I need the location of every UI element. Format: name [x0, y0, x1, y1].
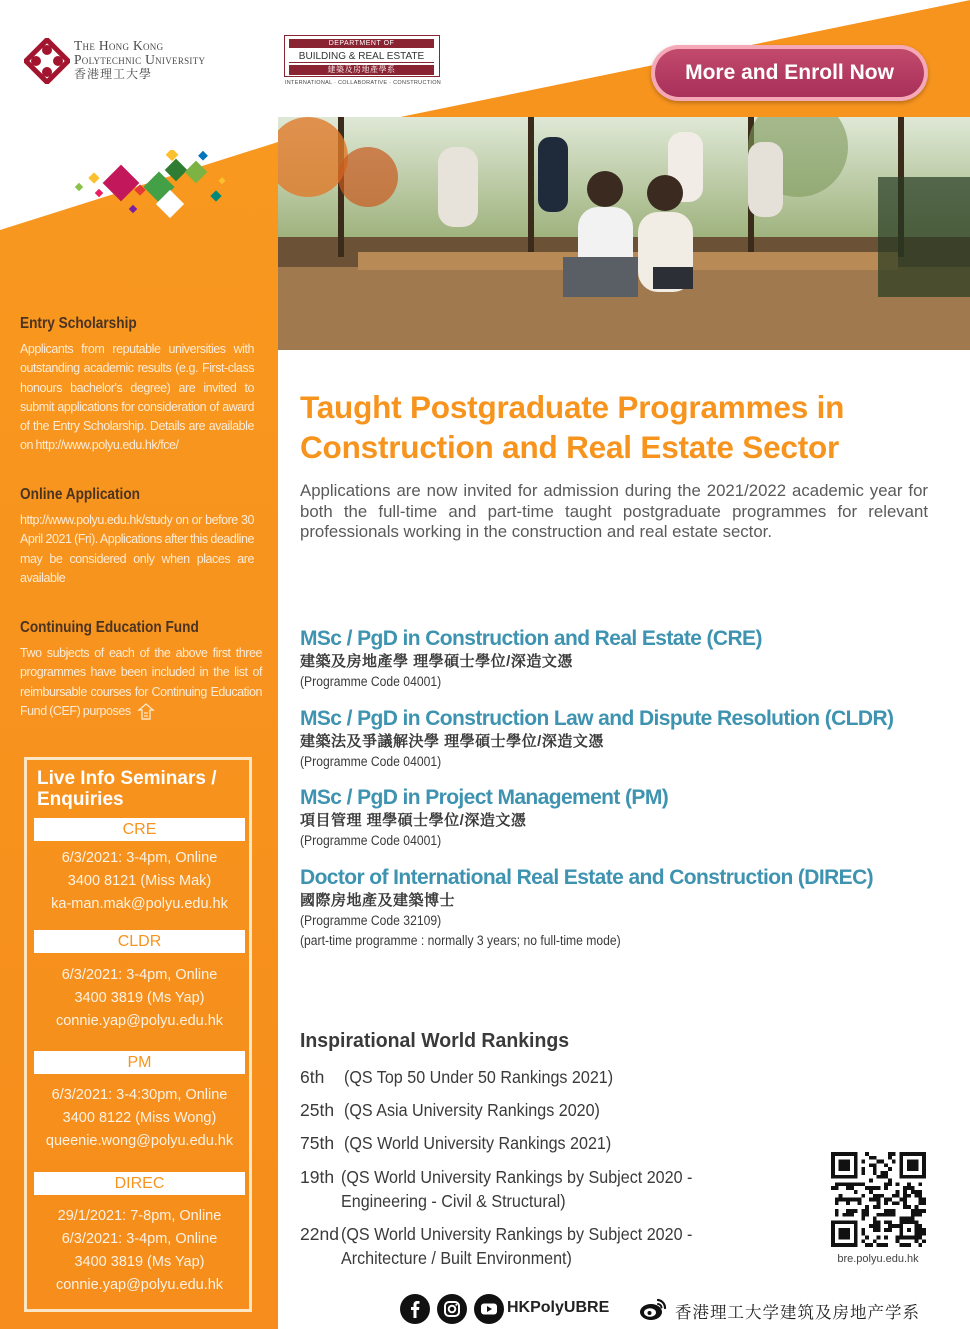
department-tagline: INTERNATIONAL · COLLABORATIVE · CONSTRUCTION [284, 80, 442, 86]
social-handle[interactable]: HKPolyUBRE [507, 1299, 610, 1316]
programme-code: (Programme Code 32109) [300, 913, 442, 928]
department-top-label: DEPARTMENT OF [289, 39, 434, 48]
seminar-date: 6/3/2021: 3-4pm, Online [61, 967, 218, 983]
rankings-title: Inspirational World Rankings [300, 1029, 570, 1052]
university-name-line2: Polytechnic University [74, 52, 206, 67]
cafe-scene-image [278, 117, 970, 350]
social-footer [400, 1294, 940, 1326]
qr-url[interactable]: bre.polyu.edu.hk [837, 1253, 919, 1265]
programme-pm [300, 785, 940, 851]
live-info-title: Live Info Seminars / Enquiries [37, 768, 217, 810]
ranking-position: 75th [300, 1133, 335, 1153]
seminar-phone: 3400 8121 (Miss Mak) [67, 873, 212, 889]
ranking-description: (QS World University Rankings by Subject 2020 - [341, 1167, 693, 1187]
ranking-description: (QS World University Rankings by Subject 2020 - [341, 1224, 693, 1244]
entry-scholarship-text: Applicants from reputable universities with outstanding academic results (e.g. First-class honours bachelor's degree) are invited to submit applications for consideration of award of the Entry Scholarship. Details are available on http://www.polyu.edu.hk/fce/ [20, 342, 254, 453]
intro-paragraph: Applications are now invited for admission during the 2021/2022 academic year for both the full-time and part-time taught postgraduate programmes for relevant professionals working in the construction and real estate sector. [300, 481, 928, 541]
ranking-position: 6th [300, 1067, 325, 1087]
seminar-group-cldr [34, 930, 245, 1033]
programme-title[interactable]: MSc / PgD in Construction Law and Dispute Resolution (CLDR) [300, 707, 894, 730]
seminar-date: 6/3/2021: 3-4pm, Online [61, 850, 218, 866]
seminar-email[interactable]: connie.yap@polyu.edu.hk [55, 1277, 224, 1293]
department-name-zh: 建築及房地產學系 [289, 65, 434, 75]
ranking-item [300, 1098, 730, 1122]
online-application-text: http://www.polyu.edu.hk/study on or before 30 April 2021 (Fri). Applications after this deadline may be considered only when places are available [20, 513, 254, 585]
department-name: BUILDING & REAL ESTATE [289, 50, 434, 63]
seminar-group-pm [34, 1051, 245, 1153]
ranking-position: 25th [300, 1100, 335, 1120]
polyu-emblem-icon [24, 38, 70, 84]
ranking-item [300, 1165, 730, 1213]
programme-title[interactable]: Doctor of International Real Estate and Construction (DIREC) [300, 866, 874, 889]
university-name-zh: 香港理工大學 [74, 67, 153, 81]
ranking-description: (QS Asia University Rankings 2020) [344, 1100, 600, 1120]
instagram-icon[interactable] [437, 1294, 467, 1324]
seminar-date: 29/1/2021: 7-8pm, Online [57, 1208, 222, 1224]
online-application-heading: Online Application [20, 486, 140, 503]
cef-section [20, 619, 263, 721]
cef-text [20, 644, 262, 721]
seminar-code: CLDR [34, 930, 245, 953]
decorative-diamonds [70, 150, 230, 225]
qr-code[interactable] [831, 1152, 926, 1247]
online-application-section [20, 486, 263, 588]
seminar-phone: 3400 8122 (Miss Wong) [62, 1110, 217, 1126]
polyu-logo[interactable] [24, 38, 269, 84]
seminar-date: 6/3/2021: 3-4:30pm, Online [51, 1087, 228, 1103]
programme-code: (Programme Code 04001) [300, 833, 442, 848]
seminar-code: PM [34, 1051, 245, 1074]
live-info-seminars-box [24, 757, 252, 1312]
seminar-group-direc [34, 1172, 245, 1297]
weibo-account-name[interactable]: 香港理工大学建筑及房地产学系 [675, 1304, 920, 1322]
ranking-description: (QS World University Rankings 2021) [344, 1133, 612, 1153]
students-photo [278, 117, 970, 350]
ranking-description-cont: Architecture / Built Environment) [341, 1248, 572, 1268]
programme-code: (Programme Code 04001) [300, 754, 442, 769]
cef-text-content: Two subjects of each of the above first three programmes have been included in the list of reimbursable courses for Continuing Education Fund (CEF) purposes [20, 646, 262, 718]
ranking-position: 22nd [300, 1224, 339, 1244]
page-title: Taught Postgraduate Programmes in Construction and Real Estate Sector [300, 389, 845, 465]
university-name-line1: The Hong Kong [74, 38, 164, 53]
ranking-item [300, 1065, 730, 1089]
enroll-button-label: More and Enroll Now [655, 49, 924, 97]
seminar-phone: 3400 3819 (Ms Yap) [74, 990, 205, 1006]
programme-title-zh: 國際房地產及建築博士 [300, 892, 456, 909]
seminar-date: 6/3/2021: 3-4pm, Online [61, 1231, 218, 1247]
facebook-icon[interactable] [400, 1294, 430, 1324]
programme-title-zh: 項目管理 理學碩士學位/深造文憑 [300, 812, 527, 829]
seminar-email[interactable]: queenie.wong@polyu.edu.hk [45, 1133, 234, 1149]
cef-logo-icon [137, 703, 155, 721]
ranking-description-cont: Engineering - Civil & Structural) [341, 1191, 566, 1211]
programme-title-zh: 建築法及爭議解決學 理學碩士學位/深造文憑 [300, 733, 604, 750]
seminar-group-cre [34, 818, 245, 916]
ranking-item [300, 1131, 730, 1155]
seminar-email[interactable]: ka-man.mak@polyu.edu.hk [51, 896, 228, 912]
department-logo-box [284, 35, 440, 77]
ranking-description: (QS Top 50 Under 50 Rankings 2021) [344, 1067, 614, 1087]
programme-title[interactable]: MSc / PgD in Project Management (PM) [300, 786, 669, 809]
programme-code: (Programme Code 04001) [300, 674, 442, 689]
seminar-phone: 3400 3819 (Ms Yap) [74, 1254, 205, 1270]
programme-title[interactable]: MSc / PgD in Construction and Real Estate (CRE) [300, 627, 762, 650]
ranking-item [300, 1222, 730, 1270]
seminar-code: CRE [34, 818, 245, 841]
entry-scholarship-section [20, 315, 263, 456]
cef-heading: Continuing Education Fund [20, 619, 199, 636]
programme-note: (part-time programme : normally 3 years; no full-time mode) [300, 933, 621, 948]
seminar-code: DIREC [34, 1172, 245, 1195]
ranking-position: 19th [300, 1167, 335, 1187]
entry-scholarship-heading: Entry Scholarship [20, 315, 137, 332]
programme-cre [300, 626, 940, 692]
programme-title-zh: 建築及房地產學 理學碩士學位/深造文憑 [300, 653, 573, 670]
youtube-icon[interactable] [474, 1294, 504, 1324]
seminar-email[interactable]: connie.yap@polyu.edu.hk [55, 1013, 224, 1029]
programme-cldr [300, 706, 940, 772]
department-logo[interactable] [284, 35, 442, 89]
enroll-button[interactable] [651, 45, 928, 101]
programme-direc [300, 865, 940, 951]
weibo-icon[interactable] [638, 1294, 668, 1324]
